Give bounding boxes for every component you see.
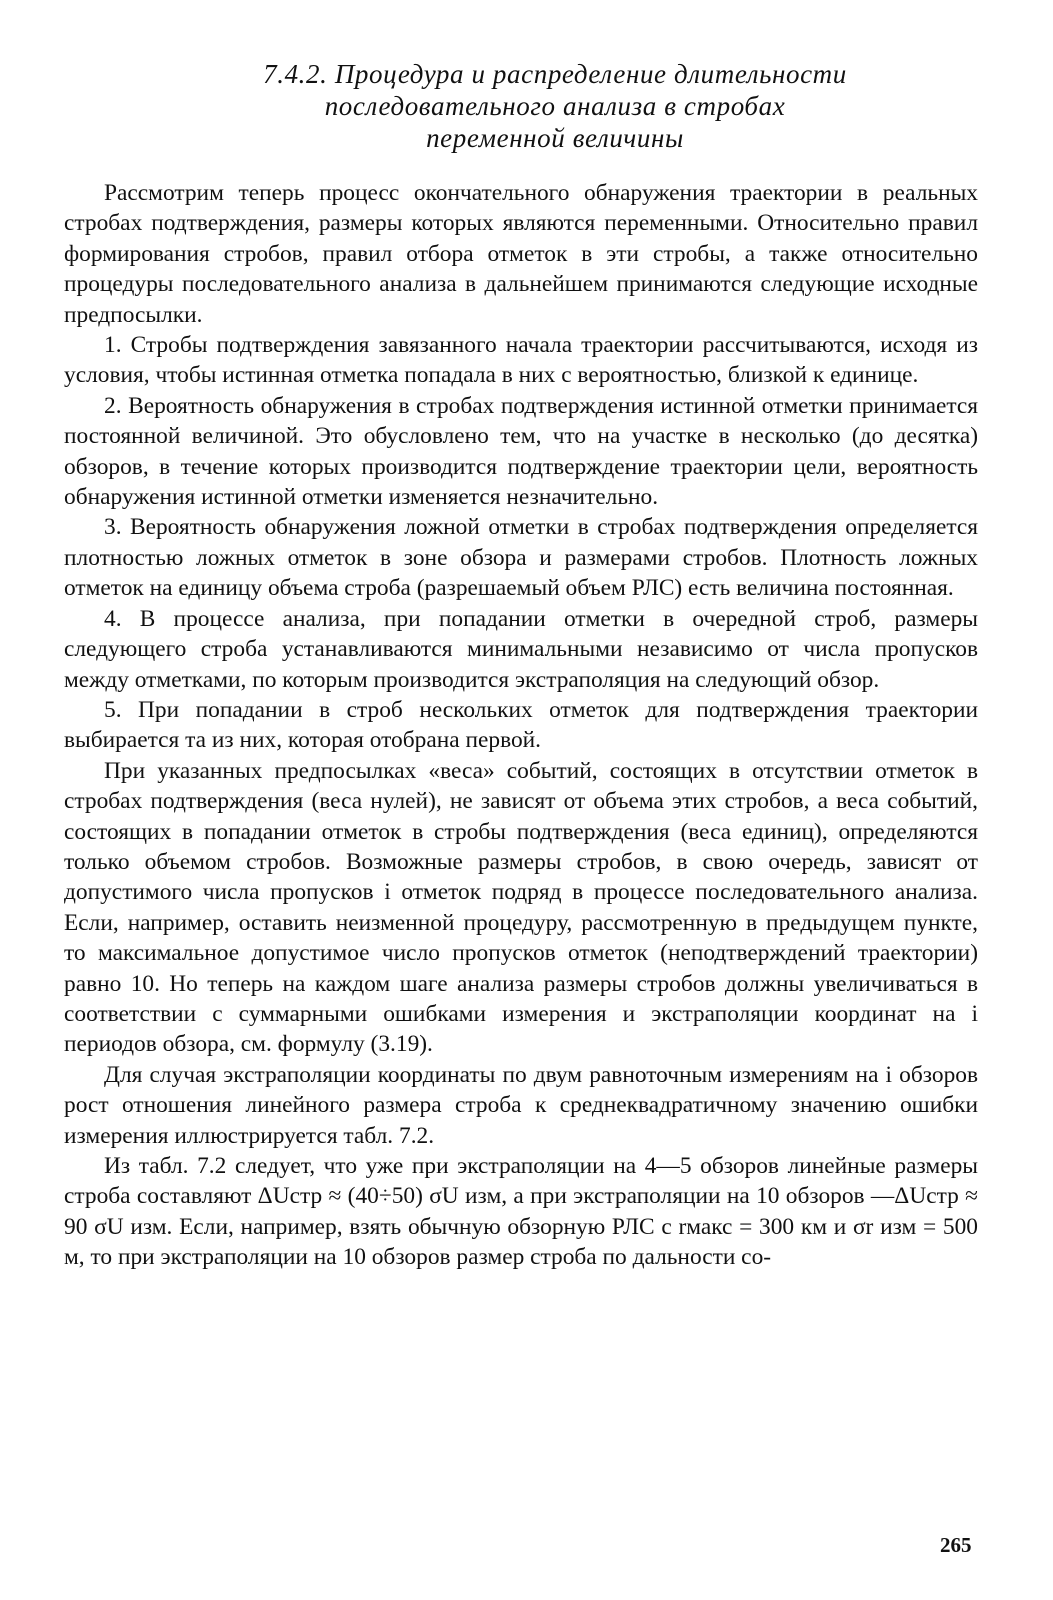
- paragraph-item-2: 2. Вероятность обнаружения в стробах подтверждения истинной отметки принимается постоянной величиной. Это обусловлено тем, что на участке в несколько (до десятка) обзоров, в течение которых производится подтверждение траектории цели, вероятность обнаружения истинной отметки изменяется незначительно.: [64, 392, 978, 511]
- paragraph-table-conclusion: Из табл. 7.2 следует, что уже при экстраполяции на 4—5 обзоров линейные размеры строба составляют ΔUстр ≈ (40÷50) σU изм, а при экстраполяции на 10 обзоров —ΔUстр ≈ 90 σU изм. Если, например, взять обычную обзорную РЛС с rмакс = 300 км и σr изм = 500 м, то при экстраполяции на 10 обзоров размер строба по дальности со-: [64, 1153, 978, 1271]
- body-text: [64, 178, 978, 1273]
- paragraph-intro: Рассмотрим теперь процесс окончательного обнаружения траектории в реальных стробах подтверждения, размеры которых являются переменными. Относительно правил формирования стробов, правил отбора отметок в эти стробы, а также относительно процедуры последовательного анализа в дальнейшем принимаются следующие исходные предпосылки.: [64, 180, 978, 328]
- section-title-line-2: последовательного анализа в стробах: [324, 91, 786, 121]
- section-title-line-1: 7.4.2. Процедура и распределение длительности: [263, 59, 847, 89]
- section-title-line-3: переменной величины: [426, 123, 684, 153]
- paragraph-item-3: 3. Вероятность обнаружения ложной отметки в стробах подтверждения определяется плотностью ложных отметок в зоне обзора и размерами стробов. Плотность ложных отметок на единицу объема строба (разрешаемый объем РЛС) есть величина постоянная.: [64, 514, 978, 602]
- paragraph-item-4: 4. В процессе анализа, при попадании отметки в очередной строб, размеры следующего строба устанавливаются минимальными независимо от числа пропусков между отметками, по которым производится экстраполяция на следующий обзор.: [64, 605, 978, 693]
- paragraph-weights: При указанных предпосылках «веса» событий, состоящих в отсутствии отметок в стробах подтверждения (веса нулей), не зависят от объема этих стробов, а веса событий, состоящих в попадании отметок в стробы подтверждения (веса единиц), определяются только объемом стробов. Возможные размеры стробов, в свою очередь, зависят от допустимого числа пропусков i отметок подряд в процессе последовательного анализа. Если, например, оставить неизменной процедуру, рассмотренную в предыдущем пункте, то максимальное допустимое число пропусков отметок (неподтверждений траектории) равно 10. Но теперь на каждом шаге анализа размеры стробов должны увеличиваться в соответствии с суммарными ошибками измерения и экстраполяции координат на i периодов обзора, см. формулу (3.19).: [64, 757, 978, 1058]
- paragraph-extrapolation: Для случая экстраполяции координаты по двум равноточным измерениям на i обзоров рост отношения линейного размера строба к среднеквадратичному значению ошибки измерения иллюстрируется табл. 7.2.: [64, 1061, 978, 1149]
- paragraph-item-5: 5. При попадании в строб нескольких отметок для подтверждения траектории выбирается та из них, которая отобрана первой.: [64, 696, 978, 754]
- paragraph-item-1: 1. Стробы подтверждения завязанного начала траектории рассчитываются, исходя из условия, чтобы истинная отметка попадала в них с вероятностью, близкой к единице.: [64, 332, 978, 389]
- page-number: 265: [940, 1533, 972, 1557]
- section-title: [60, 58, 1050, 154]
